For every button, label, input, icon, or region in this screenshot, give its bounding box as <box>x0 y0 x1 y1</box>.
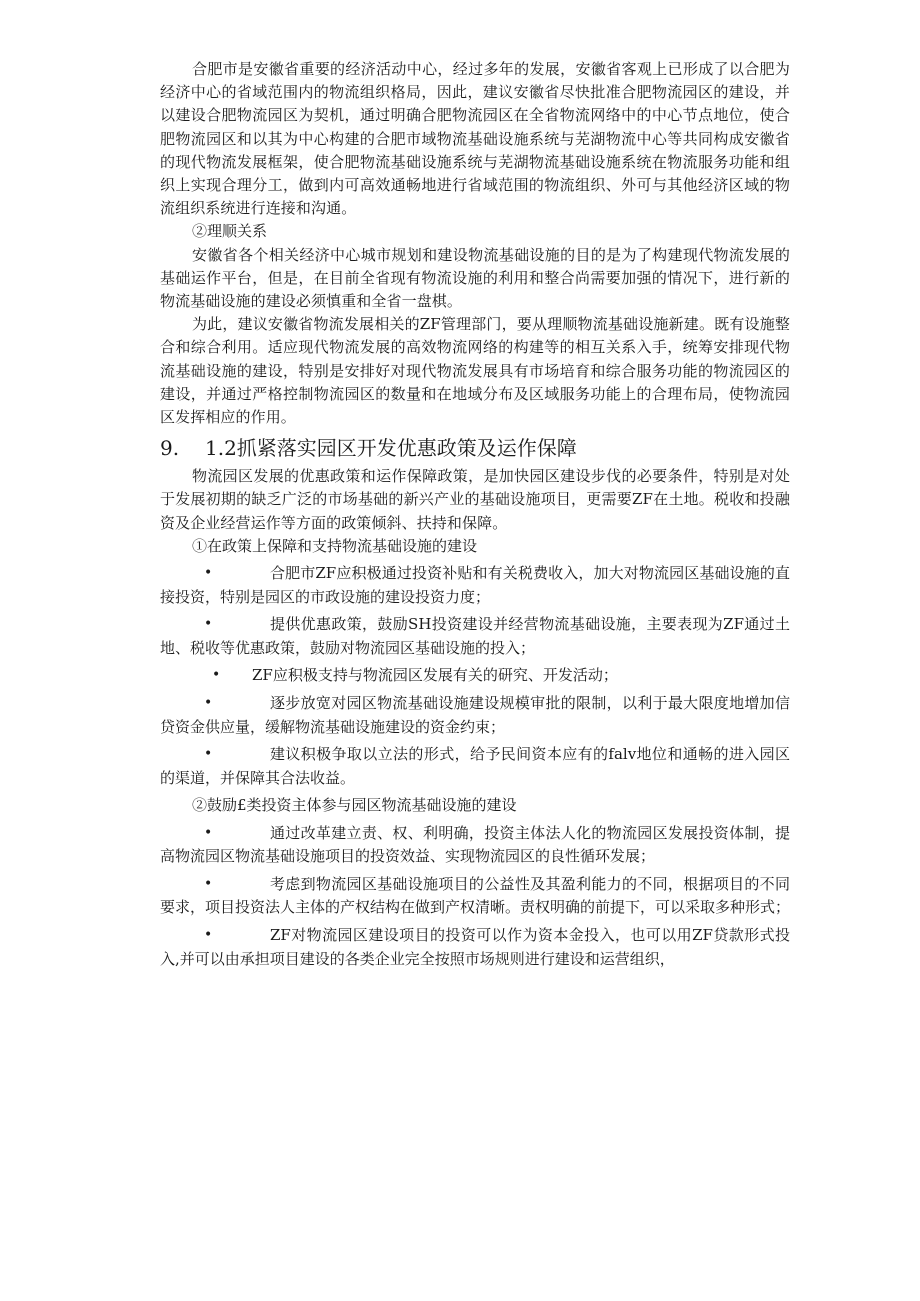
paragraph-policy-intro: 物流园区发展的优惠政策和运作保障政策，是加快园区建设步伐的必要条件，特别是对处于发展初期的缺乏广泛的市场基础的新兴产业的基础设施项目，更需要ZF在土地。税收和投融资及企业经营运作等方面的政策倾斜、扶持和保障。 <box>160 467 790 532</box>
bullet-icon: • <box>204 746 213 763</box>
bullet-icon: • <box>204 875 213 892</box>
bullet-text: 建议积极争取以立法的形式，给予民间资本应有的falv地位和通畅的进入园区的渠道，并保障其合法收益。 <box>160 745 790 787</box>
paragraph-recommendation: 为此，建议安徽省物流发展相关的ZF管理部门，要从理顺物流基础设施新建。既有设施整合和综合利用。适应现代物流发展的高效物流网络的构建等的相互关系入手，统筹安排现代物流基础设施的建设，特别是安排好对现代物流发展具有市场培育和综合服务功能的物流园区的建设，并通过严格控制物流园区的数量和在地域分布及区域服务功能上的合理布局，使物流园区发挥相应的作用。 <box>160 315 790 427</box>
bullet-icon: • <box>212 667 221 684</box>
bullet-text: 合肥市ZF应积极通过投资补贴和有关税费收入，加大对物流园区基础设施的直接投资，特别是园区的市政设施的建设投资力度； <box>160 564 790 606</box>
section-number: 9. <box>160 436 180 461</box>
bullet-text: ZF对物流园区建设项目的投资可以作为资本金投入，也可以用ZF贷款形式投入,并可以由承担项目建设的各类企业完全按照市场规则进行建设和运营组织， <box>160 925 790 968</box>
bullet-text: 逐步放宽对园区物流基础设施建设规模审批的限制，以利于最大限度地增加信贷资金供应量，缓解物流基础设施建设的资金约束； <box>160 694 790 736</box>
bullet-item <box>160 873 790 920</box>
section-title: 1.2抓紧落实园区开发优惠政策及运作保障 <box>205 436 577 461</box>
bullet-text: 通过改革建立责、权、利明确，投资主体法人化的物流园区发展投资体制，提高物流园区物流基础设施项目的投资效益、实现物流园区的良性循环发展； <box>160 823 790 866</box>
paragraph-infrastructure-purpose: 安徽省各个相关经济中心城市规划和建设物流基础设施的目的是为了构建现代物流发展的基础运作平台，但是，在目前全省现有物流设施的利用和整合尚需要加强的情况下，进行新的物流基础设施的建设必须慎重和全省一盘棋。 <box>160 245 790 311</box>
bullet-item <box>160 743 790 790</box>
subheading-encourage-investors: ②鼓励£类投资主体参与园区物流基础设施的建设 <box>192 796 517 815</box>
bullet-item <box>160 664 790 688</box>
document-page <box>160 58 790 975</box>
bullet-icon: • <box>204 565 213 582</box>
bullet-item <box>160 562 790 609</box>
section-heading <box>160 433 790 463</box>
bullet-item <box>160 924 790 971</box>
bullet-icon: • <box>204 824 213 841</box>
paragraph-hefei-center: 合肥市是安徽省重要的经济活动中心，经过多年的发展，安徽省客观上已形成了以合肥为经济中心的省域范围内的物流组织格局，因此，建议安徽省尽快批准合肥物流园区的建设，并以建设合肥物流园区为契机，通过明确合肥物流园区在全省物流网络中的中心节点地位，使合肥物流园区和以其为中心构建的合肥市域物流基础设施系统与芜湖物流中心等共同构成安徽省的现代物流发展框架，使合肥物流基础设施系统与芜湖物流基础设施系统在物流服务功能和组织上实现合理分工，做到内可高效通畅地进行省域范围的物流组织、外可与其他经济区域的物流组织系统进行连接和沟通。 <box>160 60 790 218</box>
bullet-text: 提供优惠政策，鼓励SH投资建设并经营物流基础设施，主要表现为ZF通过土地、税收等优惠政策，鼓励对物流园区基础设施的投入； <box>160 615 790 657</box>
subheading-policy-support: ①在政策上保障和支持物流基础设施的建设 <box>192 536 478 555</box>
bullet-icon: • <box>204 695 213 712</box>
bullet-item <box>160 822 790 869</box>
bullet-icon: • <box>204 616 213 633</box>
bullet-item <box>160 692 790 739</box>
bullet-item <box>160 613 790 660</box>
bullet-icon: • <box>204 926 213 943</box>
bullet-text: ZF应积极支持与物流园区发展有关的研究、开发活动； <box>252 666 618 685</box>
bullet-text: 考虑到物流园区基础设施项目的公益性及其盈利能力的不同，根据项目的不同要求，项目投资法人主体的产权结构在做到产权清晰。责权明确的前提下，可以采取多种形式； <box>160 874 791 917</box>
subheading-rationalize-relations: ②理顺关系 <box>192 222 268 241</box>
